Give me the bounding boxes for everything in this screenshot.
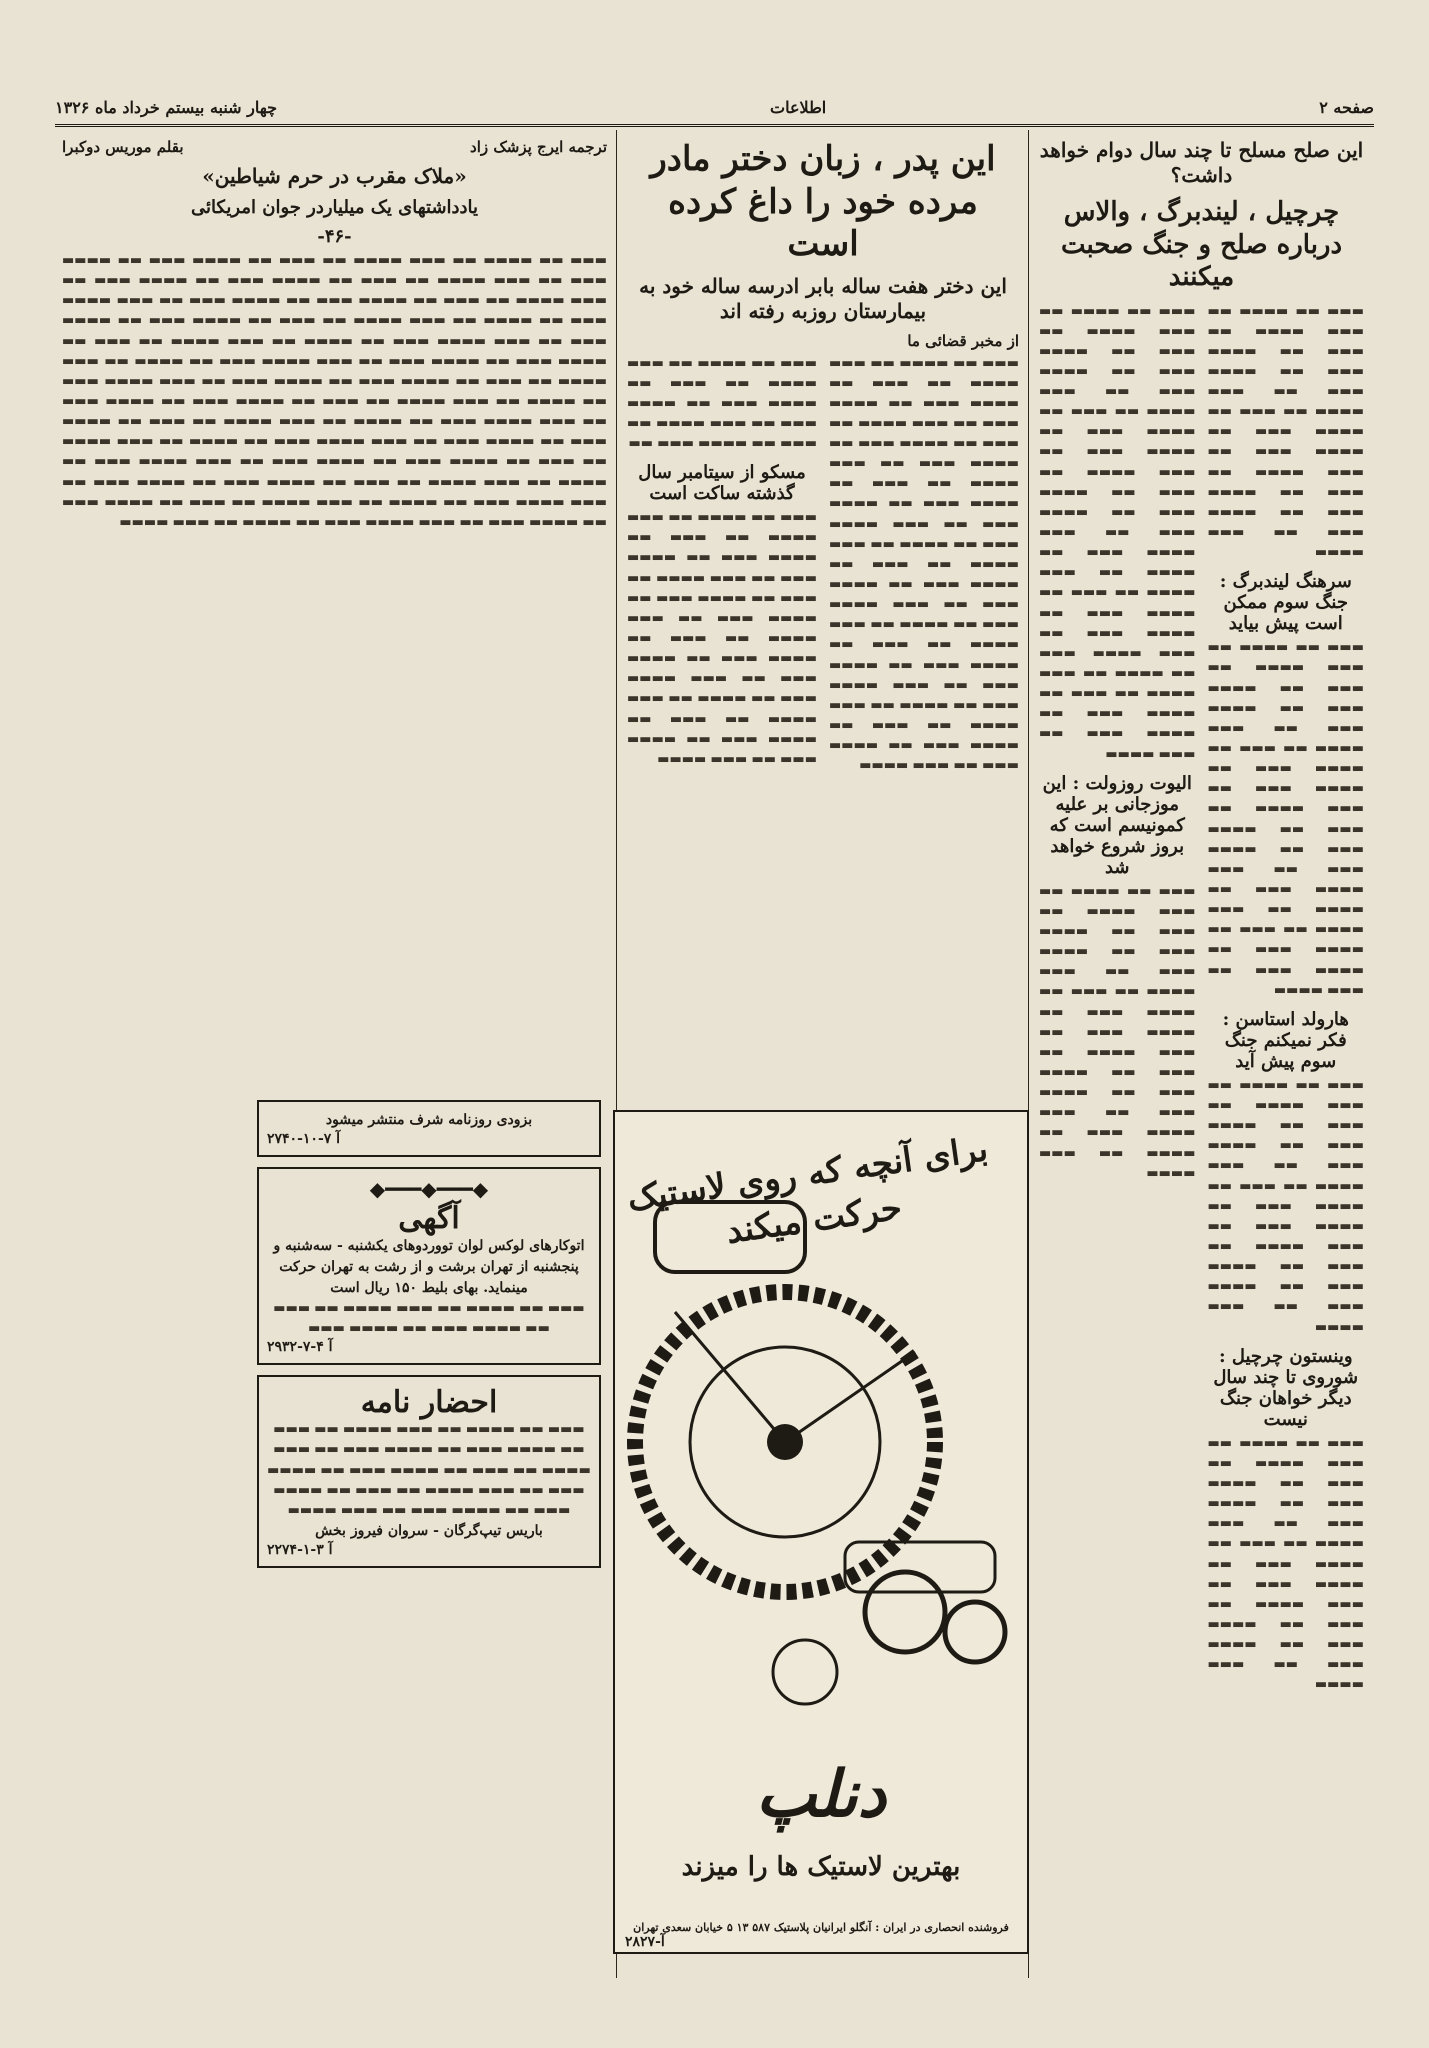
announcement-code: ۲۹۳۲-آ ۴-۷ — [267, 1339, 333, 1356]
section-heading: هارولد استاسن : فکر نمیکنم جنگ سوم پیش آید — [1222, 1008, 1349, 1072]
section-heading: سرهنگ لیندبرگ : جنگ سوم ممکن است پیش بیاید — [1219, 571, 1352, 635]
masthead — [55, 90, 1374, 127]
article-subhead: این دختر هفت ساله بابر ادرسه ساله خود به بیمارستان روزبه رفته اند — [639, 273, 1007, 323]
summons-box — [257, 1375, 601, 1568]
page-number: صفحه ۲ — [1319, 97, 1374, 117]
body-text-block: ▬▬▬ ▬▬ ▬▬▬▬ ▬▬ ▬▬▬ ▬▬▬▬ ▬▬ ▬▬▬ ▬▬ ▬▬▬▬ ▬▬▬ ▬▬ ▬▬▬▬ ▬▬▬ ▬▬ ▬▬▬ ▬▬▬▬ ▬▬ ▬▬▬ ▬▬ ▬▬▬▬ ▬▬▬ ▬▬ ▬▬▬▬ ▬▬▬ ▬▬ ▬▬▬ ▬▬▬▬ ▬▬ ▬▬▬ ▬▬ ▬▬▬▬ ▬▬▬ ▬▬ ▬▬▬▬ ▬▬▬ ▬▬ ▬▬▬ ▬▬▬▬ ▬▬▬ ▬▬ ▬▬▬▬ ▬▬ ▬▬▬ ▬▬▬▬ ▬▬ ▬▬▬ ▬▬ ▬▬▬▬ ▬▬▬ ▬▬ ▬▬▬▬ ▬▬▬ ▬▬ ▬▬▬ ▬▬▬▬ ▬▬▬ ▬▬ ▬▬▬▬ ▬▬ ▬▬▬ ▬▬▬▬ ▬▬ ▬▬▬ ▬▬ ▬▬▬▬ ▬▬▬ ▬▬ ▬▬▬▬ ▬▬▬ ▬▬ ▬▬▬ ▬▬▬▬ — [1039, 303, 1196, 762]
summons-code: ۲۲۷۴-آ ۳-۱ — [267, 1541, 333, 1558]
article-headline: چرچیل ، لیندبرگ ، والاس درباره صلح و جنگ صحبت میکنند — [1060, 197, 1343, 292]
notice-box — [257, 1100, 601, 1157]
ad-distributor: فروشنده انحصاری در ایران : آنگلو ایرانیان پلاستیک ۵۸۷ ۱۳ ۵ خیابان سعدی تهران — [633, 1921, 1009, 1934]
article-peace-war — [1029, 128, 1374, 1978]
ad-brand: دنلپ — [755, 1757, 887, 1832]
newspaper-name: اطلاعات — [770, 97, 827, 117]
section-heading: وینستون چرچیل : شوروی تا چند سال دیگر خواهان جنگ نیست — [1213, 1345, 1359, 1430]
body-text-block: ▬▬▬ ▬▬ ▬▬▬▬ ▬▬ ▬▬▬ ▬▬▬▬ ▬▬ ▬▬▬ ▬▬ ▬▬▬▬ ▬▬▬ ▬▬ ▬▬▬▬ ▬▬▬ ▬▬ ▬▬▬ ▬▬▬▬ ▬▬ ▬▬▬ ▬▬ ▬▬▬▬ ▬▬▬ ▬▬ ▬▬▬▬ ▬▬▬ ▬▬ ▬▬▬ ▬▬▬▬ ▬▬ ▬▬▬ ▬▬ ▬▬▬▬ ▬▬▬ ▬▬ ▬▬▬▬ ▬▬▬ ▬▬ ▬▬▬ ▬▬▬▬ — [1207, 1435, 1364, 1693]
serial-subtitle: یادداشتهای یک میلیاردر جوان امریکائی — [190, 197, 479, 218]
dunlop-advertisement — [613, 1110, 1029, 1954]
serial-translator: ترجمه ایرج پزشک زاد — [470, 138, 607, 156]
serial-author: بقلم موریس دوکبرا — [62, 138, 184, 156]
body-text-block: ▬▬▬ ▬▬ ▬▬▬▬ ▬▬ ▬▬▬ ▬▬▬▬ ▬▬ ▬▬▬ ▬▬ ▬▬▬▬ ▬▬▬ ▬▬ ▬▬▬▬ ▬▬▬ ▬▬ ▬▬▬ ▬▬▬▬ ▬▬ ▬▬▬ ▬▬ ▬▬▬▬ ▬▬▬ ▬▬ ▬▬▬▬ ▬▬▬ ▬▬ ▬▬▬ ▬▬▬▬ ▬▬ ▬▬▬ ▬▬ ▬▬▬▬ ▬▬▬ ▬▬ ▬▬▬▬ ▬▬▬ ▬▬ ▬▬▬ ▬▬▬▬ — [1207, 303, 1364, 561]
summons-title: احضار نامه — [360, 1385, 498, 1421]
article-headline: این پدر ، زبان دختر مادر مرده خود را داغ کرده است — [650, 139, 996, 264]
summons-footer: باریس تیپ‌گرگان - سروان فیروز بخش — [315, 1522, 543, 1539]
body-text-block: ▬▬▬ ▬▬ ▬▬▬▬ ▬▬ ▬▬▬ ▬▬▬▬ ▬▬ ▬▬▬ ▬▬ ▬▬▬▬ ▬▬▬ ▬▬ ▬▬▬▬ ▬▬▬ ▬▬ ▬▬▬ ▬▬▬▬ ▬▬ ▬▬▬ ▬▬ ▬▬▬▬ ▬▬▬ ▬▬ ▬▬▬▬ ▬▬▬ ▬▬ ▬▬▬ ▬▬▬▬ ▬▬ ▬▬▬ ▬▬ ▬▬▬▬ ▬▬▬ ▬▬ ▬▬▬▬ ▬▬▬ ▬▬ ▬▬▬ ▬▬▬▬ — [1207, 1077, 1364, 1335]
serial-episode: -۴۶- — [317, 226, 352, 247]
article-body — [627, 354, 1019, 777]
serial-title: «ملاک مقرب در حرم شیاطین» — [202, 164, 467, 188]
body-text-block: ▬▬▬ ▬▬ ▬▬▬▬ ▬▬ ▬▬▬ ▬▬▬▬ ▬▬ ▬▬▬ ▬▬ ▬▬▬▬ ▬▬▬ ▬▬ ▬▬▬▬ ▬▬▬ ▬▬ ▬▬▬ ▬▬▬▬ ▬▬ ▬▬▬ ▬▬ ▬▬▬▬ ▬▬▬ ▬▬ ▬▬▬▬ ▬▬▬ ▬▬ ▬▬▬ ▬▬▬▬ ▬▬ ▬▬▬ ▬▬ ▬▬▬▬ ▬▬▬ ▬▬ ▬▬▬▬ ▬▬▬ ▬▬ ▬▬▬ ▬▬▬▬ ▬▬▬ ▬▬ ▬▬▬▬ ▬▬ ▬▬▬ ▬▬▬▬ — [1039, 883, 1196, 1181]
issue-date: چهار شنبه بیستم خرداد ماه ۱۳۲۶ — [55, 97, 278, 117]
body-text-block: ▬▬▬ ▬▬ ▬▬▬▬ ▬▬ ▬▬▬ ▬▬▬▬ ▬▬ ▬▬▬ ▬▬ ▬▬▬▬ ▬▬▬ ▬▬ ▬▬▬▬ ▬▬▬ ▬▬ ▬▬▬ ▬▬▬▬ ▬▬ ▬▬▬ ▬▬ ▬▬▬▬ ▬▬▬ ▬▬ ▬▬▬▬ ▬▬▬ ▬▬ ▬▬▬ ▬▬▬▬ ▬▬ ▬▬▬ ▬▬ ▬▬▬▬ ▬▬▬ ▬▬ ▬▬▬▬ ▬▬▬ ▬▬ ▬▬▬ ▬▬▬▬ — [267, 1422, 591, 1518]
article-body — [1039, 302, 1364, 1696]
article-kicker: این صلح مسلح تا چند سال دوام خواهد داشت؟ — [1039, 138, 1364, 187]
ad-slogan: برای آنچه که روی لاستیک حرکت میکند — [624, 1129, 991, 1252]
serial-credits — [62, 134, 607, 160]
announcement-title: آگهی — [398, 1201, 460, 1236]
body-text-block: ▬▬▬ ▬▬ ▬▬▬▬ ▬▬ ▬▬▬ ▬▬▬▬ ▬▬ ▬▬▬ ▬▬ ▬▬▬▬ ▬▬▬ ▬▬ ▬▬▬▬ ▬▬▬ ▬▬ ▬▬▬ ▬▬▬▬ ▬▬ ▬▬▬ ▬▬ ▬▬▬▬ ▬▬▬ ▬▬ ▬▬▬▬ ▬▬▬ ▬▬ ▬▬▬ ▬▬▬▬ ▬▬ ▬▬▬ ▬▬ ▬▬▬▬ ▬▬▬ ▬▬ ▬▬▬▬ ▬▬▬ ▬▬ ▬▬▬ ▬▬▬▬ ▬▬▬ ▬▬ ▬▬▬▬ ▬▬ ▬▬▬ ▬▬▬▬ ▬▬ ▬▬▬ ▬▬ ▬▬▬▬ ▬▬▬ ▬▬ ▬▬▬▬ ▬▬▬ ▬▬ ▬▬▬ ▬▬▬▬ — [1207, 640, 1364, 998]
section-heading: مسکو از سیتامبر سال گذشته ساکت است — [638, 462, 806, 505]
notice-code: ۲۷۴۰-آ ۷-۱۰ — [267, 1131, 341, 1147]
classifieds — [249, 1090, 609, 1988]
body-text-block: ▬▬▬ ▬▬ ▬▬▬▬ ▬▬ ▬▬▬ ▬▬▬▬ ▬▬ ▬▬▬ ▬▬ ▬▬▬▬ ▬▬▬ ▬▬ ▬▬▬▬ ▬▬▬ ▬▬ ▬▬▬ ▬▬▬▬ ▬▬ ▬▬▬ ▬▬ ▬▬▬▬ ▬▬▬ ▬▬ ▬▬▬▬ ▬▬▬ ▬▬ ▬▬▬ ▬▬▬▬ ▬▬ ▬▬▬ ▬▬ ▬▬▬▬ ▬▬▬ ▬▬ ▬▬▬▬ ▬▬▬ ▬▬ ▬▬▬ ▬▬▬▬ ▬▬▬ ▬▬ ▬▬▬▬ ▬▬ ▬▬▬ ▬▬▬▬ ▬▬ ▬▬▬ ▬▬ ▬▬▬▬ ▬▬▬ ▬▬ ▬▬▬▬ ▬▬▬ ▬▬ ▬▬▬ ▬▬▬▬ — [627, 510, 817, 767]
article-byline: از مخبر قضائی ما — [907, 331, 1019, 350]
notice-text: بزودی روزنامه شرف منتشر میشود — [325, 1112, 533, 1128]
serial-body: ▬▬▬ ▬▬ ▬▬▬▬ ▬▬ ▬▬▬ ▬▬▬▬ ▬▬ ▬▬▬ ▬▬ ▬▬▬▬ ▬▬▬ ▬▬ ▬▬▬▬ ▬▬▬ ▬▬ ▬▬▬ ▬▬▬▬ ▬▬ ▬▬▬ ▬▬ ▬▬▬▬ ▬▬▬ ▬▬ ▬▬▬▬ ▬▬▬ ▬▬ ▬▬▬ ▬▬▬▬ ▬▬ ▬▬▬ ▬▬ ▬▬▬▬ ▬▬▬ ▬▬ ▬▬▬▬ ▬▬▬ ▬▬ ▬▬▬ ▬▬▬▬ ▬▬▬ ▬▬ ▬▬▬▬ ▬▬ ▬▬▬ ▬▬▬▬ ▬▬ ▬▬▬ ▬▬ ▬▬▬▬ ▬▬▬ ▬▬ ▬▬▬▬ ▬▬▬ ▬▬ ▬▬▬ ▬▬▬▬ ▬▬▬ ▬▬ ▬▬▬▬ ▬▬ ▬▬▬ ▬▬▬▬ ▬▬ ▬▬▬ ▬▬ ▬▬▬▬ ▬▬▬ ▬▬ ▬▬▬▬ ▬▬▬ ▬▬ ▬▬▬ ▬▬▬▬ ▬▬▬ ▬▬ ▬▬▬▬ ▬▬ ▬▬▬ ▬▬▬▬ ▬▬ ▬▬▬ ▬▬ ▬▬▬▬ ▬▬▬ ▬▬ ▬▬▬▬ ▬▬▬ ▬▬ ▬▬▬ ▬▬▬▬ ▬▬▬ ▬▬ ▬▬▬▬ ▬▬ ▬▬▬ ▬▬▬▬ ▬▬ ▬▬▬ ▬▬ ▬▬▬▬ ▬▬▬ ▬▬ ▬▬▬▬ ▬▬▬ ▬▬ ▬▬▬ ▬▬▬▬ ▬▬▬ ▬▬ ▬▬▬▬ ▬▬ ▬▬▬ ▬▬▬▬ ▬▬ ▬▬▬ ▬▬ ▬▬▬▬ ▬▬▬ ▬▬ ▬▬▬▬ ▬▬▬ ▬▬ ▬▬▬ ▬▬▬▬ ▬▬▬ ▬▬ ▬▬▬▬ ▬▬ ▬▬▬ ▬▬▬▬ ▬▬ ▬▬▬ ▬▬ ▬▬▬▬ ▬▬▬ ▬▬ ▬▬▬▬ ▬▬▬ ▬▬ ▬▬▬ ▬▬▬▬ ▬▬▬ ▬▬ ▬▬▬▬ ▬▬ ▬▬▬ ▬▬▬▬ ▬▬ ▬▬▬ ▬▬ ▬▬▬▬ ▬▬▬ ▬▬ ▬▬▬▬ ▬▬▬ ▬▬ ▬▬▬ ▬▬▬▬ ▬▬▬ ▬▬ ▬▬▬▬ ▬▬ ▬▬▬ ▬▬▬▬ ▬▬ ▬▬▬ ▬▬ ▬▬▬▬ ▬▬▬ ▬▬ ▬▬▬▬ ▬▬▬ ▬▬ ▬▬▬ ▬▬▬▬ ▬▬▬ ▬▬ ▬▬▬▬ ▬▬ ▬▬▬ ▬▬▬▬ — [62, 253, 607, 530]
announcement-text: اتوکارهای لوکس لوان تووردوهای یکشنبه - سه‌شنبه و پنجشنبه از تهران برشت و از رشت به تهران حرکت مینماید. بهای بلیط ۱۵۰ ریال است — [273, 1238, 585, 1296]
ad-tagline: بهترین لاستیک ها را میزند — [681, 1852, 961, 1882]
body-text-block: ▬▬▬ ▬▬ ▬▬▬▬ ▬▬ ▬▬▬ ▬▬▬▬ ▬▬ ▬▬▬ ▬▬ ▬▬▬▬ ▬▬▬ ▬▬ ▬▬▬▬ ▬▬▬ ▬▬ ▬▬▬ ▬▬▬▬ ▬▬ ▬▬▬ ▬▬ ▬▬▬▬ ▬▬▬ ▬▬ ▬▬▬▬ ▬▬▬ ▬▬ ▬▬▬ ▬▬▬▬ ▬▬ ▬▬▬ ▬▬ ▬▬▬▬ ▬▬▬ ▬▬ ▬▬▬▬ ▬▬▬ ▬▬ ▬▬▬ ▬▬▬▬ ▬▬▬ ▬▬ ▬▬▬▬ ▬▬ ▬▬▬ ▬▬▬▬ ▬▬ ▬▬▬ ▬▬ ▬▬▬▬ ▬▬▬ ▬▬ ▬▬▬▬ ▬▬▬ ▬▬ ▬▬▬ ▬▬▬▬ ▬▬▬ ▬▬ ▬▬▬▬ ▬▬ ▬▬▬ ▬▬▬▬ ▬▬ ▬▬▬ ▬▬ ▬▬▬▬ ▬▬▬ ▬▬ ▬▬▬▬ ▬▬▬ ▬▬ ▬▬▬ ▬▬▬▬ ▬▬▬ ▬▬ ▬▬▬▬ ▬▬ ▬▬▬ ▬▬▬▬ ▬▬ ▬▬▬ ▬▬ ▬▬▬▬ ▬▬▬ ▬▬ ▬▬▬▬ ▬▬▬ ▬▬ ▬▬▬ ▬▬▬▬ — [829, 355, 1019, 774]
announcement-box — [257, 1167, 601, 1365]
section-heading: الیوت روزولت : این موزجانی بر علیه کمونیسم است که بروز شروع خواهد شد — [1042, 772, 1192, 878]
ad-code: ۲۸۲۷-آ — [625, 1934, 665, 1950]
wings-logo-icon: ◆━━━◆━━━◆ — [369, 1177, 489, 1201]
body-text-block: ▬▬▬ ▬▬ ▬▬▬▬ ▬▬ ▬▬▬ ▬▬▬▬ ▬▬ ▬▬▬ ▬▬ ▬▬▬▬ ▬▬▬ ▬▬ ▬▬▬▬ ▬▬▬ ▬▬ ▬▬▬ ▬▬▬▬ ▬▬ ▬▬▬ ▬▬ ▬▬▬▬ ▬▬▬ ▬▬ — [627, 355, 817, 452]
body-text-block: ▬▬▬ ▬▬ ▬▬▬▬ ▬▬ ▬▬▬ ▬▬▬▬ ▬▬ ▬▬▬ ▬▬ ▬▬▬▬ ▬▬▬ ▬▬ ▬▬▬▬ ▬▬▬ — [273, 1301, 585, 1337]
